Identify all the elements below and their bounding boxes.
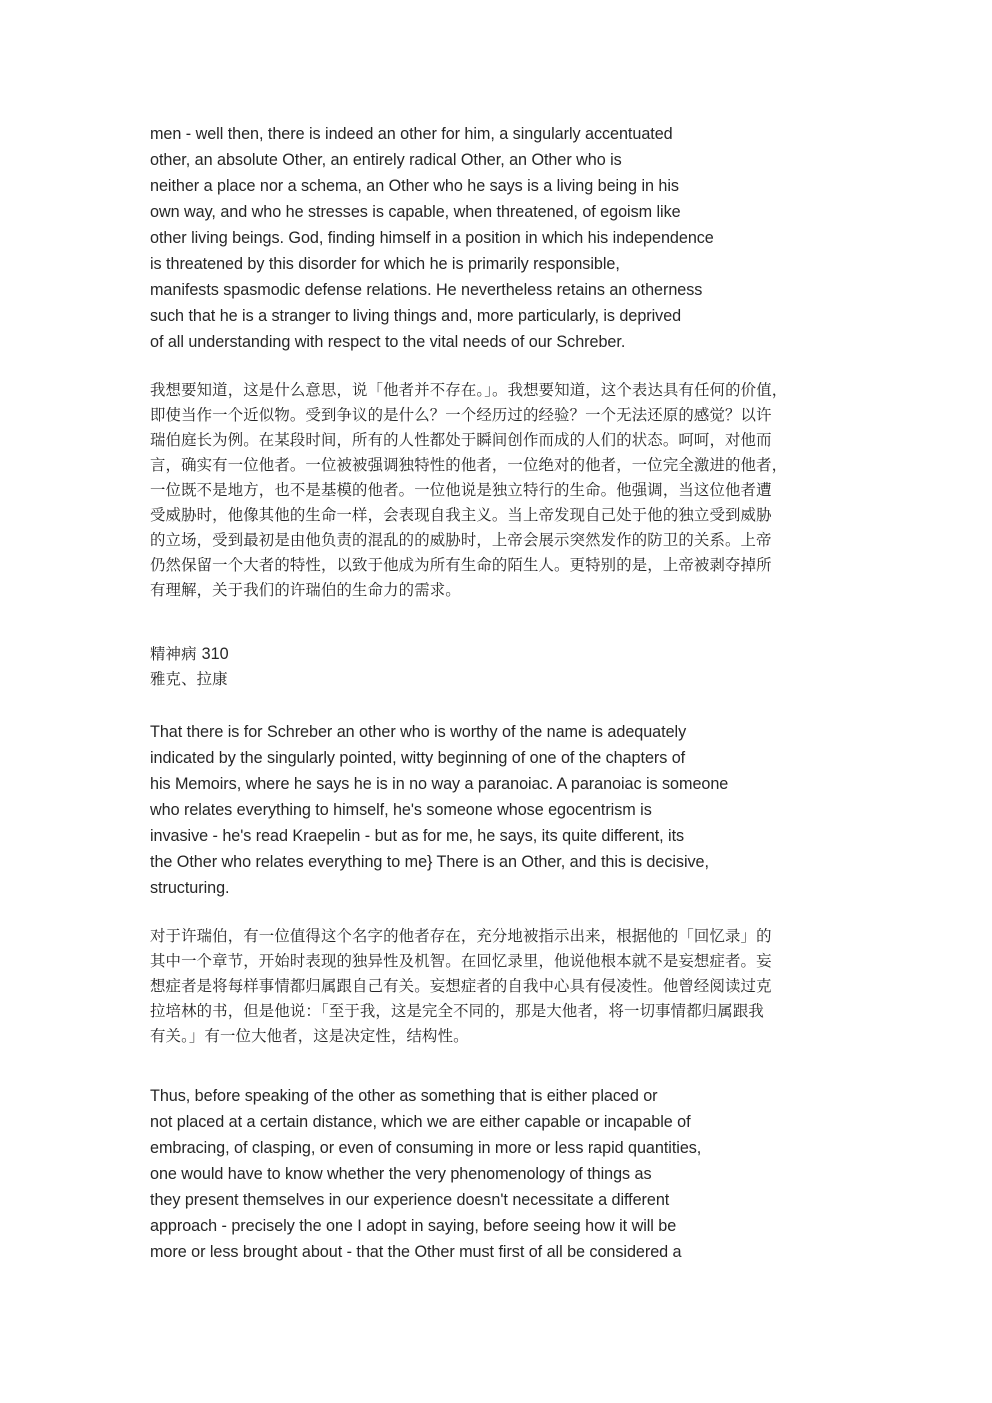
text-line: the Other who relates everything to me} There is an Other, and this is decisive, xyxy=(150,853,709,871)
text-line: other living beings. God, finding himself in a position in which his independence xyxy=(150,229,714,247)
text-line: is threatened by this disorder for which he is primarily responsible, xyxy=(150,255,620,273)
text-line: 我想要知道，这是什么意思，说「他者并不存在。」。我想要知道，这个表达具有任何的价值， xyxy=(150,381,788,399)
text-line: embracing, of clasping, or even of consuming in more or less rapid quantities, xyxy=(150,1139,702,1157)
text-line: 拉培林的书，但是他说：「至于我，这是完全不同的，那是大他者，将一切事情都归属跟我 xyxy=(150,1002,764,1020)
text-line: 其中一个章节，开始时表现的独异性及机智。在回忆录里，他说他根本就不是妄想症者。妄 xyxy=(150,952,772,970)
text-line: 言，确实有一位他者。一位被被强调独特性的他者，一位绝对的他者，一位完全激进的他者， xyxy=(150,456,788,474)
author-name: 雅克、拉康 xyxy=(150,670,228,688)
text-line: 受威胁时，他像其他的生命一样，会表现自我主义。当上帝发现自己处于他的独立受到威胁 xyxy=(150,506,772,524)
text-line: not placed at a certain distance, which we are either capable or incapable of xyxy=(150,1113,691,1131)
text-line: 对于许瑞伯，有一位值得这个名字的他者存在，充分地被指示出来，根据他的「回忆录」的 xyxy=(150,927,772,945)
text-line: such that he is a stranger to living things and, more particularly, is deprived xyxy=(150,307,682,325)
book-title: 精神病 xyxy=(150,645,197,663)
page-number: 310 xyxy=(201,645,229,663)
english-paragraph-1 xyxy=(150,121,714,355)
text-line: men - well then, there is indeed an other for him, a singularly accentuated xyxy=(150,125,673,143)
text-line: indicated by the singularly pointed, witty beginning of one of the chapters of xyxy=(150,749,686,767)
text-line: other, an absolute Other, an entirely radical Other, an Other who is xyxy=(150,151,622,169)
text-line: manifests spasmodic defense relations. He nevertheless retains an otherness xyxy=(150,281,703,299)
text-line: 有关。」有一位大他者，这是决定性，结构性。 xyxy=(150,1027,469,1045)
text-line: they present themselves in our experience doesn't necessitate a different xyxy=(150,1191,670,1209)
text-line: own way, and who he stresses is capable, when threatened, of egoism like xyxy=(150,203,681,221)
header-line xyxy=(150,641,229,667)
text-line: 仍然保留一个大者的特性，以致于他成为所有生命的陌生人。更特别的是，上帝被剥夺掉所 xyxy=(150,556,772,574)
chinese-paragraph-1 xyxy=(150,378,787,603)
text-line: his Memoirs, where he says he is in no way a paranoiac. A paranoiac is someone xyxy=(150,775,729,793)
text-line: 想症者是将每样事情都归属跟自己有关。妄想症者的自我中心具有侵凌性。他曾经阅读过克 xyxy=(150,977,772,995)
page-header xyxy=(150,641,229,692)
text-line: Thus, before speaking of the other as something that is either placed or xyxy=(150,1087,658,1105)
text-line: one would have to know whether the very phenomenology of things as xyxy=(150,1165,652,1183)
chinese-paragraph-2 xyxy=(150,924,772,1049)
text-line: structuring. xyxy=(150,879,230,897)
text-line: 一位既不是地方，也不是基模的他者。一位他说是独立特行的生命。他强调，当这位他者遭 xyxy=(150,481,772,499)
english-paragraph-2 xyxy=(150,719,728,901)
text-line: of all understanding with respect to the vital needs of our Schreber. xyxy=(150,333,626,351)
text-line: who relates everything to himself, he's someone whose egocentrism is xyxy=(150,801,652,819)
text-line: approach - precisely the one I adopt in saying, before seeing how it will be xyxy=(150,1217,677,1235)
text-line: more or less brought about - that the Other must first of all be considered a xyxy=(150,1243,682,1261)
text-line: 即使当作一个近似物。受到争议的是什么？一个经历过的经验？一个无法还原的感觉？以许 xyxy=(150,406,772,424)
text-line: That there is for Schreber an other who is worthy of the name is adequately xyxy=(150,723,687,741)
text-line: invasive - he's read Kraepelin - but as for me, he says, its quite different, its xyxy=(150,827,685,845)
text-line: 有理解，关于我们的许瑞伯的生命力的需求。 xyxy=(150,581,461,599)
text-line: neither a place nor a schema, an Other who he says is a living being in his xyxy=(150,177,679,195)
english-paragraph-3 xyxy=(150,1083,701,1265)
text-line: 瑞伯庭长为例。在某段时间，所有的人性都处于瞬间创作而成的人们的状态。呵呵，对他而 xyxy=(150,431,772,449)
text-line: 的立场，受到最初是由他负责的混乱的的威胁时，上帝会展示突然发作的防卫的关系。上帝 xyxy=(150,531,772,549)
